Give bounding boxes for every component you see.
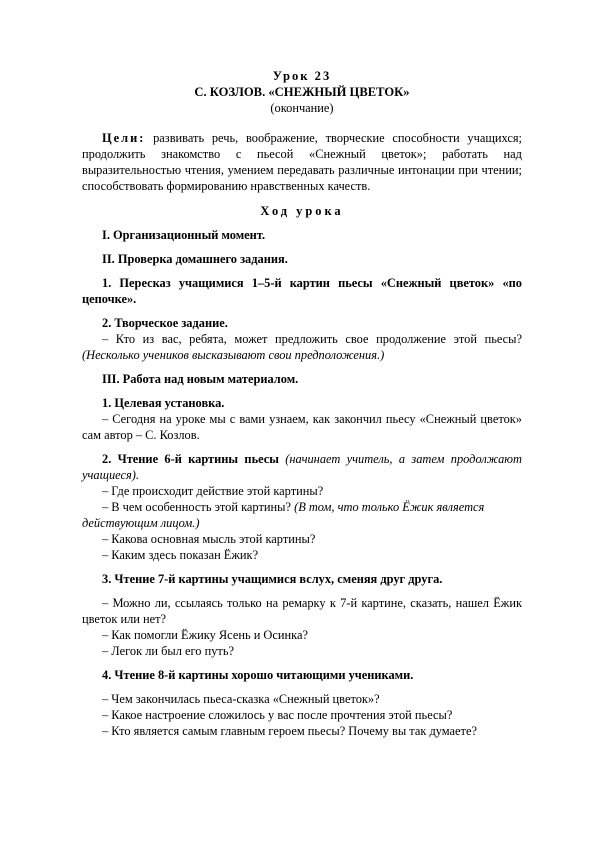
homework-item-retelling: 1. Пересказ учащимися 1–5-й картин пьесы «Снежный цветок» «по цепочке». [82, 276, 522, 306]
reading-6-question-2-text: – В чем особенность этой картины? [102, 500, 295, 514]
section-new-material: III. Работа над новым материалом. [102, 372, 299, 386]
reading-8-question-2: – Какое настроение сложилось у вас после прочтения этой пьесы? [102, 708, 453, 722]
creative-question-note: (Несколько учеников высказывают свои предположения.) [82, 348, 385, 362]
homework-item-creative: 2. Творческое задание. [102, 316, 228, 330]
reading-6-question-2 [82, 499, 522, 531]
reading-7-question-3: – Легок ли был его путь? [102, 644, 234, 658]
lesson-subtitle: (окончание) [270, 101, 334, 115]
section-homework-check: II. Проверка домашнего задания. [102, 252, 288, 266]
reading-6-question-3: – Какова основная мысль этой картины? [102, 532, 316, 546]
creative-question-text: – Кто из вас, ребята, может предложить свое продолжение этой пьесы? [102, 332, 522, 346]
creative-question [82, 331, 522, 363]
goal-text: – Сегодня на уроке мы с вами узнаем, как закончил пьесу «Снежный цветок» сам автор – С. Козлов. [82, 412, 522, 442]
reading-6-note: (начинает учитель, а затем продолжают учащиеся). [82, 452, 522, 482]
reading-6-question-2-note: (В том, что только Ёжик является действующим лицом.) [82, 500, 485, 530]
reading-8-question-3: – Кто является самым главным героем пьесы? Почему вы так думаете? [102, 724, 477, 738]
section-organizational: I. Организационный момент. [102, 228, 266, 242]
goals-label: Цели: [102, 131, 146, 145]
lesson-title: С. КОЗЛОВ. «СНЕЖНЫЙ ЦВЕТОК» [194, 85, 410, 99]
goals-text: развивать речь, воображение, творческие способности учащихся; продолжить знакомство с пьесой «Снежный цветок»; работать над выразительностью чтения, умением передавать различные интонации при чтении; способствовать формированию нравственных качеств. [82, 131, 522, 193]
lesson-goals [82, 130, 522, 194]
reading-8-question-1: – Чем закончилась пьеса-сказка «Снежный цветок»? [102, 692, 380, 706]
course-heading: Ход урока [260, 204, 344, 218]
reading-6-question-1: – Где происходит действие этой картины? [102, 484, 324, 498]
new-material-item-reading-6 [82, 451, 522, 483]
lesson-number: Урок 23 [272, 69, 332, 83]
reading-7-question-2: – Как помогли Ёжику Ясень и Осинка? [102, 628, 308, 642]
new-material-item-reading-7: 3. Чтение 7-й картины учащимися вслух, сменяя друг друга. [102, 572, 443, 586]
reading-6-question-4: – Каким здесь показан Ёжик? [102, 548, 259, 562]
new-material-item-goal: 1. Целевая установка. [102, 396, 225, 410]
document-page [82, 68, 522, 739]
reading-7-question-1: – Можно ли, ссылаясь только на ремарку к 7-й картине, сказать, нашел Ёжик цветок или нет? [82, 596, 522, 626]
new-material-item-reading-8: 4. Чтение 8-й картины хорошо читающими учениками. [102, 668, 414, 682]
reading-6-label: 2. Чтение 6-й картины пьесы [102, 452, 286, 466]
